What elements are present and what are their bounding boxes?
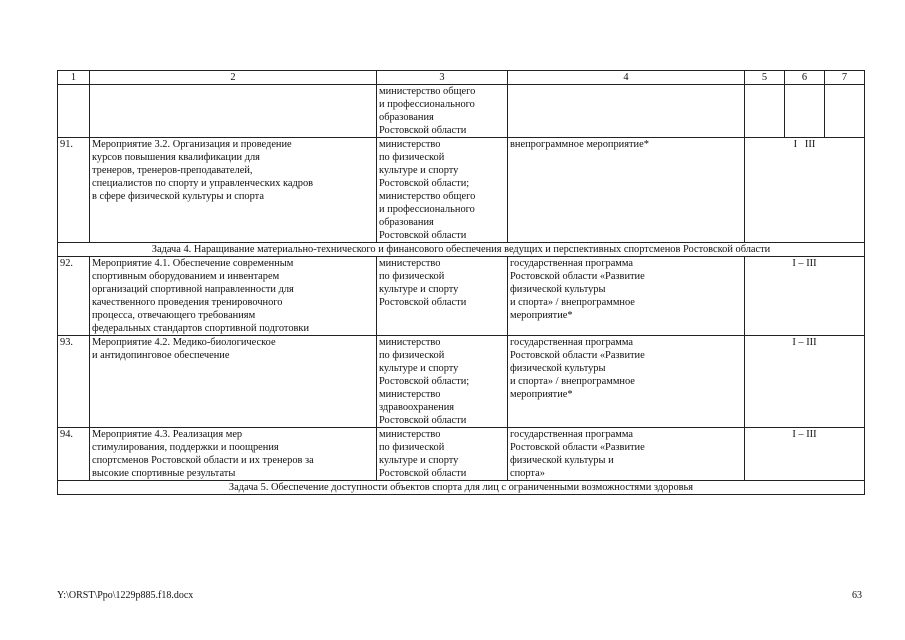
task-5-heading: Задача 5. Обеспечение доступности объектов спорта для лиц с ограниченными возможностями здоровья bbox=[58, 481, 865, 495]
row-period: I III bbox=[745, 138, 865, 243]
row-number: 94. bbox=[58, 428, 90, 481]
table-row bbox=[58, 336, 865, 428]
row-program: государственная программа Ростовской области «Развитие физической культуры и спорта» bbox=[508, 428, 745, 481]
header-col-2: 2 bbox=[90, 71, 377, 85]
program-table bbox=[57, 70, 865, 495]
row-program: государственная программа Ростовской области «Развитие физической культуры и спорта» / внепрограммное мероприятие* bbox=[508, 336, 745, 428]
header-col-5: 5 bbox=[745, 71, 785, 85]
footer-file-path: Y:\ORST\Ppo\1229p885.f18.docx bbox=[57, 590, 194, 601]
row-period: I – III bbox=[745, 336, 865, 428]
row-event: Мероприятие 4.1. Обеспечение современным спортивным оборудованием и инвентарем организаций спортивной направленности для качественного проведения тренировочного процесса, отвечающего требованиям федеральных стандартов спортивной подготовки bbox=[90, 257, 377, 336]
row-executor: министерство по физической культуре и спорту Ростовской области; министерство здравоохранения Ростовской области bbox=[377, 336, 508, 428]
task-4-heading: Задача 4. Наращивание материально-технического и финансового обеспечения ведущих и перспективных спортсменов Ростовской области bbox=[58, 243, 865, 257]
table-row-continuation bbox=[58, 85, 865, 138]
footer-page-number: 63 bbox=[852, 590, 862, 601]
header-col-6: 6 bbox=[785, 71, 825, 85]
row-program: государственная программа Ростовской области «Развитие физической культуры и спорта» / внепрограммное мероприятие* bbox=[508, 257, 745, 336]
header-col-3: 3 bbox=[377, 71, 508, 85]
continuation-executor: министерство общего и профессионального образования Ростовской области bbox=[377, 85, 508, 138]
row-period: I – III bbox=[745, 428, 865, 481]
table-row bbox=[58, 138, 865, 243]
row-program: внепрограммное мероприятие* bbox=[508, 138, 745, 243]
table-row bbox=[58, 257, 865, 336]
row-executor: министерство по физической культуре и спорту Ростовской области; министерство общего и профессионального образования Ростовской области bbox=[377, 138, 508, 243]
header-col-7: 7 bbox=[825, 71, 865, 85]
task-4-row bbox=[58, 243, 865, 257]
row-executor: министерство по физической культуре и спорту Ростовской области bbox=[377, 428, 508, 481]
row-number: 92. bbox=[58, 257, 90, 336]
header-col-4: 4 bbox=[508, 71, 745, 85]
row-event: Мероприятие 3.2. Организация и проведение курсов повышения квалификации для тренеров, тренеров-преподавателей, специалистов по спорту и управленческих кадров в сфере физической культуры и спорта bbox=[90, 138, 377, 243]
row-number: 91. bbox=[58, 138, 90, 243]
table-row bbox=[58, 428, 865, 481]
row-executor: министерство по физической культуре и спорту Ростовской области bbox=[377, 257, 508, 336]
row-number: 93. bbox=[58, 336, 90, 428]
row-event: Мероприятие 4.3. Реализация мер стимулирования, поддержки и поощрения спортсменов Ростовской области и их тренеров за высокие спортивные результаты bbox=[90, 428, 377, 481]
row-event: Мероприятие 4.2. Медико-биологическое и антидопинговое обеспечение bbox=[90, 336, 377, 428]
header-col-1: 1 bbox=[58, 71, 90, 85]
table-header-row bbox=[58, 71, 865, 85]
task-5-row bbox=[58, 481, 865, 495]
row-period: I – III bbox=[745, 257, 865, 336]
